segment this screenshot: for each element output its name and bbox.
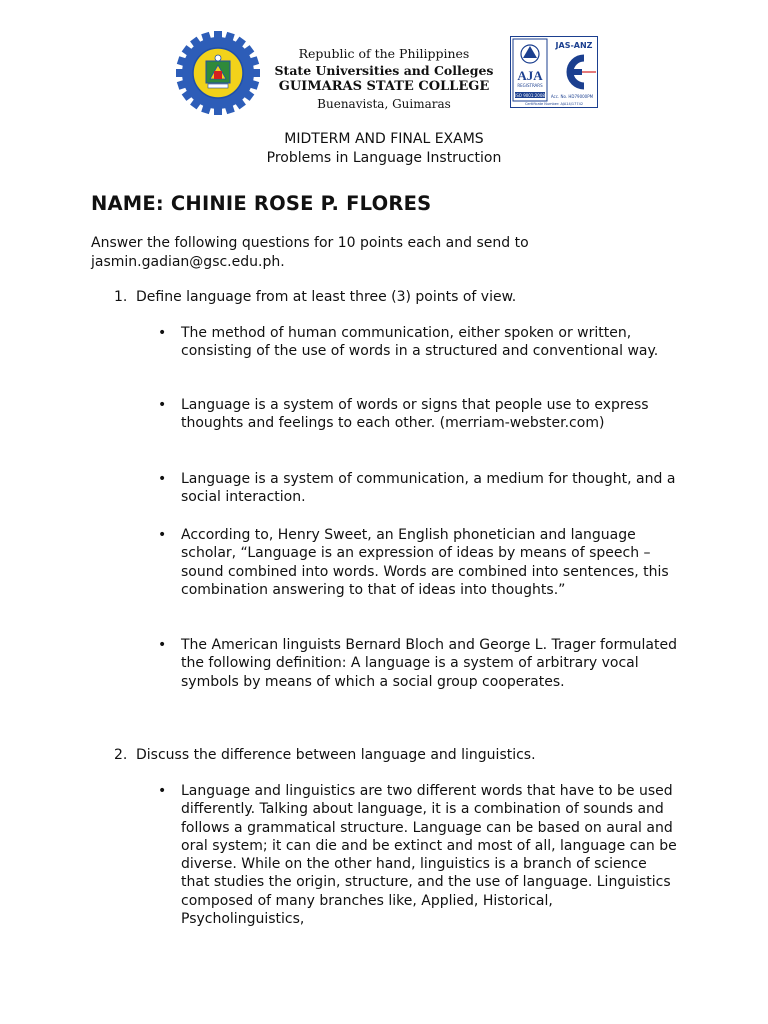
answer-text: According to, Henry Sweet, an English phonetician and language scholar, “Language is an expression of ideas by means of speech – sound combined into words. Words are combined into sentences, this combination answering to that of ideas into thoughts.”	[181, 527, 669, 598]
bullet-icon: •	[158, 471, 167, 487]
question-number: 2.	[114, 747, 128, 763]
svg-text:JAS-ANZ: JAS-ANZ	[555, 41, 593, 50]
letterhead-college: GUIMARAS STATE COLLEGE	[278, 79, 490, 94]
answer-bullet	[158, 636, 678, 691]
letterhead-system: State Universities and Colleges	[274, 62, 494, 78]
svg-text:ISO 9001:2008: ISO 9001:2008	[515, 93, 545, 98]
course-title: Problems in Language Instruction	[266, 150, 502, 166]
college-seal-logo	[176, 31, 260, 115]
question-2	[114, 746, 536, 765]
answer-text: Language and linguistics are two different words that have to be used differently. Talking about language, it is a combination of sounds and follows a grammatical structure. Language can be based on aural and oral system; it can die and be extinct and most of all, language can be diverse. While on the other hand, linguistics is a branch of science that studies the origin, structure, and the use of language. Linguistics composed of many branches like, Applied, Historical, Psycholinguistics,	[181, 783, 677, 928]
certification-logo	[510, 36, 598, 108]
letterhead-location: Buenavista, Guimaras	[317, 96, 451, 111]
bullet-icon: •	[158, 637, 167, 653]
exam-title: MIDTERM AND FINAL EXAMS	[284, 131, 484, 147]
answer-bullet	[158, 396, 678, 433]
answer-text: Language is a system of words or signs that people use to express thoughts and feelings to each other. (merriam-webster.com)	[181, 397, 649, 432]
svg-text:Certificate Number: AJA14/1774: Certificate Number: AJA14/17742	[524, 102, 584, 106]
question-number: 1.	[114, 289, 128, 305]
svg-text:REGISTRARS: REGISTRARS	[517, 83, 543, 88]
answer-text: Language is a system of communication, a medium for thought, and a social interaction.	[181, 471, 676, 506]
letterhead	[270, 46, 498, 112]
answer-text: The American linguists Bernard Bloch and George L. Trager formulated the following definition: A language is a system of arbitrary vocal symbols by means of which a social group cooperates.	[181, 637, 677, 690]
question-text: Define language from at least three (3) points of view.	[136, 289, 517, 305]
student-name: NAME: CHINIE ROSE P. FLORES	[91, 192, 432, 215]
answer-bullet	[158, 324, 678, 361]
answer-bullet	[158, 470, 678, 507]
bullet-icon: •	[158, 527, 167, 543]
instructions-text: Answer the following questions for 10 points each and send to jasmin.gadian@gsc.edu.ph.	[91, 235, 529, 270]
answer-bullet	[158, 526, 678, 599]
bullet-icon: •	[158, 783, 167, 799]
svg-text:AJA: AJA	[517, 68, 543, 83]
bullet-icon: •	[158, 325, 167, 341]
question-text: Discuss the difference between language and linguistics.	[136, 747, 536, 763]
question-1	[114, 288, 516, 307]
answer-text: The method of human communication, either spoken or written, consisting of the use of words in a structured and conventional way.	[181, 325, 659, 360]
bullet-icon: •	[158, 397, 167, 413]
svg-text:Acc. No. HD79000PM: Acc. No. HD79000PM	[550, 94, 594, 99]
letterhead-country: Republic of the Philippines	[298, 46, 470, 61]
answer-bullet	[158, 782, 678, 928]
